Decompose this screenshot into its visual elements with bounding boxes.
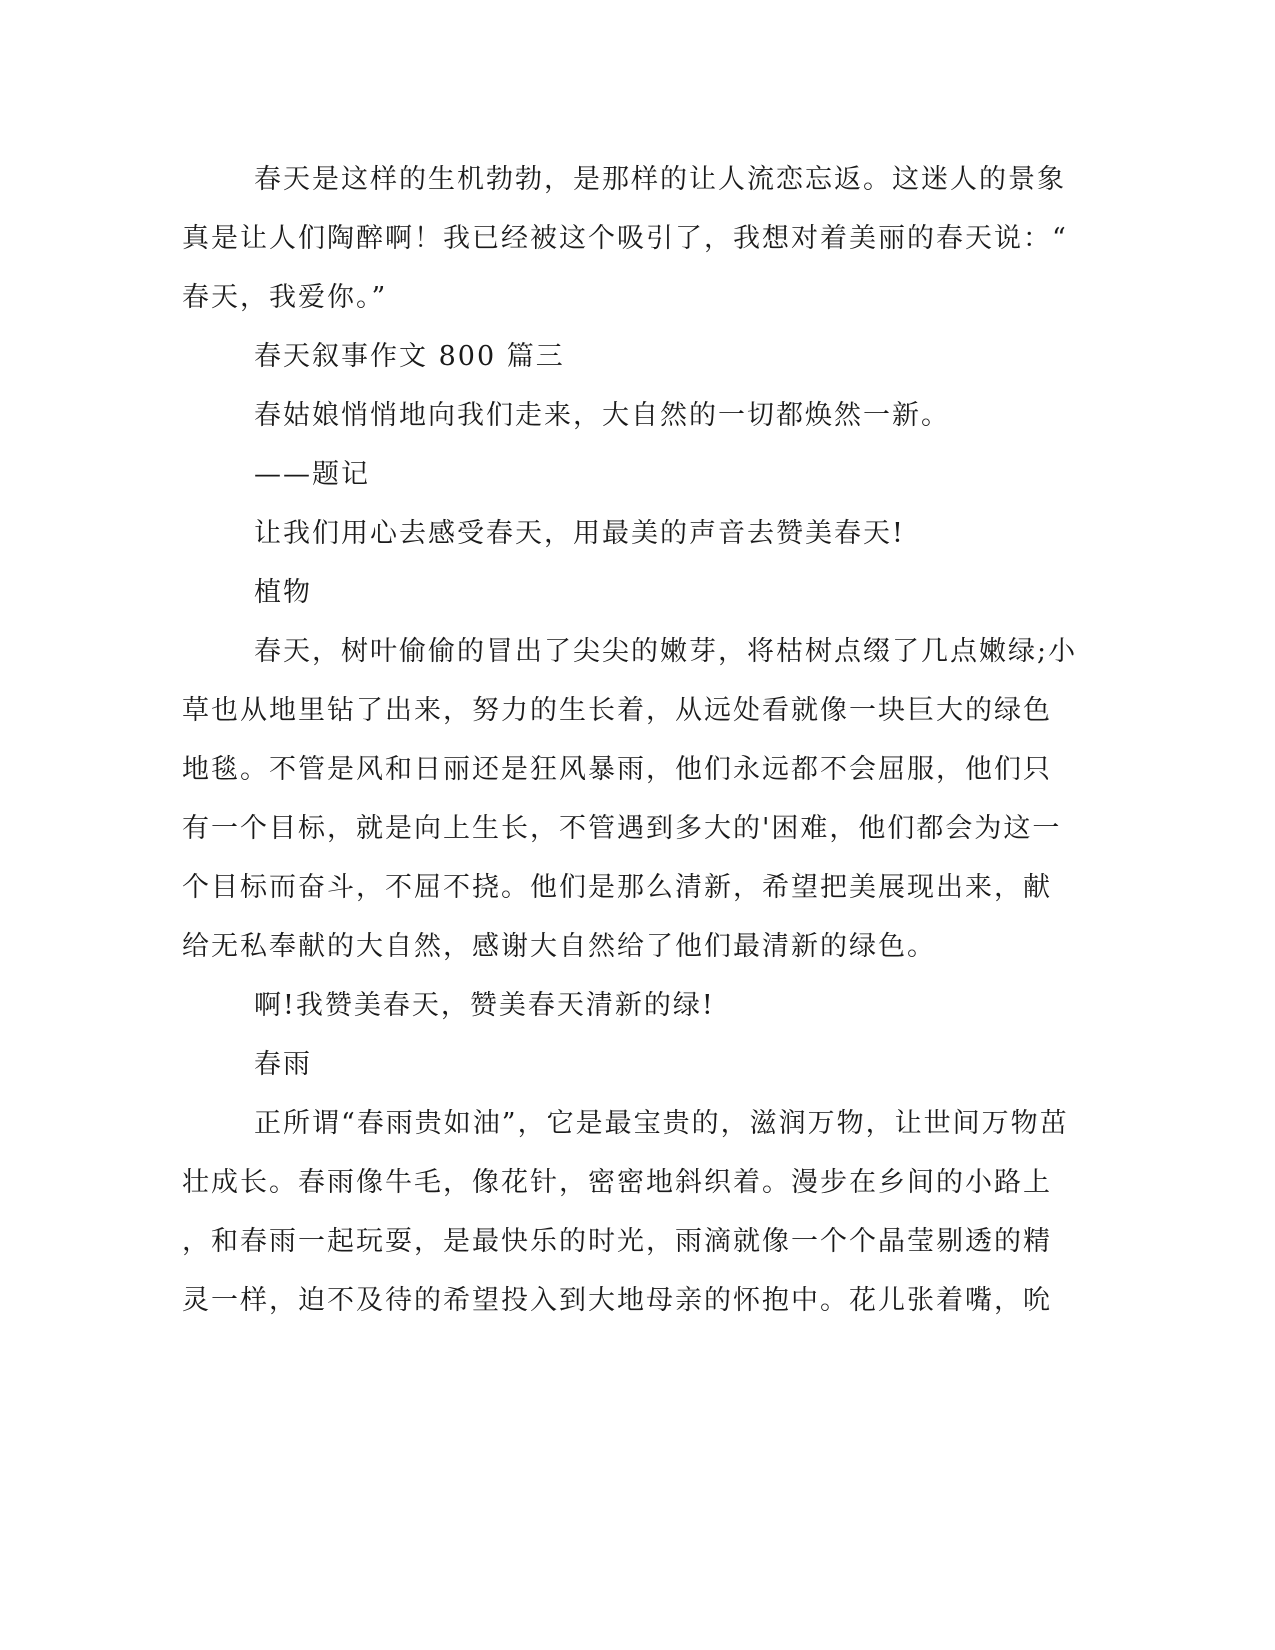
- paragraph-line: 正所谓“春雨贵如油”，它是最宝贵的，滋润万物，让世间万物茁: [254, 1108, 1069, 1139]
- paragraph-line: 个目标而奋斗，不屈不挠。他们是那么清新，希望把美展现出来，献: [182, 872, 1052, 903]
- section-heading: 春天叙事作文 800 篇三: [254, 341, 565, 372]
- paragraph-line: 给无私奉献的大自然，感谢大自然给了他们最清新的绿色。: [182, 931, 936, 962]
- paragraph-line: 春天，树叶偷偷的冒出了尖尖的嫩芽，将枯树点缀了几点嫩绿;小: [254, 636, 1078, 667]
- paragraph-line: ，和春雨一起玩耍，是最快乐的时光，雨滴就像一个个晶莹剔透的精: [182, 1226, 1052, 1257]
- paragraph-line: 春天是这样的生机勃勃，是那样的让人流恋忘返。这迷人的景象: [254, 164, 1066, 195]
- paragraph-line: 春姑娘悄悄地向我们走来，大自然的一切都焕然一新。: [254, 400, 950, 431]
- paragraph-line: 春天，我爱你。”: [182, 282, 388, 313]
- paragraph-line: 真是让人们陶醉啊！我已经被这个吸引了，我想对着美丽的春天说：“: [182, 223, 1068, 254]
- paragraph-line: 壮成长。春雨像牛毛，像花针，密密地斜织着。漫步在乡间的小路上: [182, 1167, 1052, 1198]
- paragraph-line: 让我们用心去感受春天，用最美的声音去赞美春天!: [254, 518, 905, 549]
- subsection-heading: 春雨: [254, 1049, 312, 1080]
- paragraph-line: 有一个目标，就是向上生长，不管遇到多大的'困难，他们都会为这一: [182, 813, 1062, 844]
- epigraph-attribution: ——题记: [254, 459, 370, 490]
- paragraph-line: 灵一样，迫不及待的希望投入到大地母亲的怀抱中。花儿张着嘴，吮: [182, 1285, 1052, 1316]
- paragraph-line: 地毯。不管是风和日丽还是狂风暴雨，他们永远都不会屈服，他们只: [182, 754, 1052, 785]
- paragraph-line: 草也从地里钻了出来，努力的生长着，从远处看就像一块巨大的绿色: [182, 695, 1052, 726]
- subsection-heading: 植物: [254, 577, 312, 608]
- paragraph-line: 啊!我赞美春天，赞美春天清新的绿!: [254, 990, 715, 1021]
